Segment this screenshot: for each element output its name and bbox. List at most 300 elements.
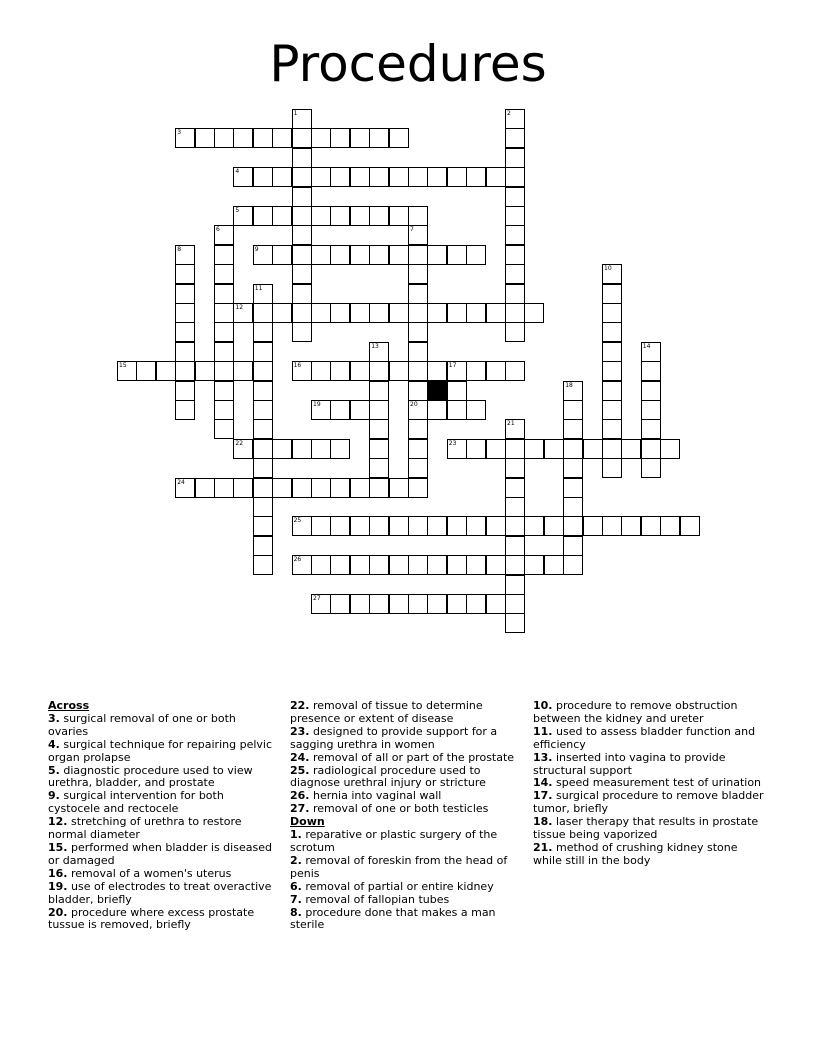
grid-cell[interactable] [505, 303, 525, 323]
grid-cell[interactable] [641, 381, 661, 401]
grid-cell[interactable] [602, 264, 622, 284]
grid-cell[interactable] [233, 206, 253, 226]
grid-cell[interactable] [369, 128, 389, 148]
grid-cell[interactable] [641, 400, 661, 420]
grid-cell[interactable] [466, 516, 486, 536]
grid-cell[interactable] [330, 594, 350, 614]
grid-cell[interactable] [369, 342, 389, 362]
grid-cell[interactable] [621, 516, 641, 536]
grid-cell[interactable] [330, 555, 350, 575]
clue-down-18: 18. laser therapy that results in prostate tissue being vaporized [533, 815, 759, 842]
grid-cell[interactable] [389, 555, 409, 575]
grid-cell[interactable] [602, 361, 622, 381]
grid-cell[interactable] [292, 478, 312, 498]
grid-cell[interactable] [175, 264, 195, 284]
grid-cell[interactable] [505, 148, 525, 168]
grid-cell[interactable] [369, 594, 389, 614]
grid-cell[interactable] [602, 303, 622, 323]
grid-cell[interactable] [563, 497, 583, 517]
grid-cell[interactable] [641, 439, 661, 459]
grid-cell[interactable] [505, 128, 525, 148]
grid-cell[interactable] [292, 148, 312, 168]
grid-cell[interactable] [369, 458, 389, 478]
grid-cell[interactable] [466, 439, 486, 459]
grid-cell[interactable] [117, 361, 137, 381]
grid-cell[interactable] [253, 361, 273, 381]
grid-cell[interactable] [389, 206, 409, 226]
grid-cell[interactable] [408, 245, 428, 265]
grid-cell[interactable] [292, 206, 312, 226]
grid-cell[interactable] [253, 497, 273, 517]
grid-cell[interactable] [175, 381, 195, 401]
grid-cell[interactable] [214, 478, 234, 498]
grid-cell[interactable] [641, 458, 661, 478]
grid-cell[interactable] [583, 516, 603, 536]
grid-cell[interactable] [524, 439, 544, 459]
grid-cell[interactable] [641, 342, 661, 362]
grid-cell[interactable] [253, 516, 273, 536]
clue-number: 26 [293, 556, 302, 564]
grid-cell[interactable] [253, 167, 273, 187]
grid-cell[interactable] [369, 206, 389, 226]
grid-cell[interactable] [253, 419, 273, 439]
clue-down-2: 2. removal of foreskin from the head of penis [290, 853, 508, 880]
grid-cell[interactable] [408, 342, 428, 362]
grid-cell[interactable] [389, 478, 409, 498]
grid-cell[interactable] [350, 516, 370, 536]
grid-cell[interactable] [447, 381, 467, 401]
grid-cell[interactable] [447, 516, 467, 536]
grid-cell[interactable] [330, 478, 350, 498]
grid-cell[interactable] [641, 516, 661, 536]
grid-cell[interactable] [602, 342, 622, 362]
grid-cell[interactable] [466, 555, 486, 575]
clue-across-22: 22. removal of tissue to determine presence or extent of disease [290, 699, 483, 725]
grid-cell[interactable] [505, 516, 525, 536]
grid-cell[interactable] [447, 303, 467, 323]
clue-number: 22 [235, 439, 244, 447]
clue-down-21: 21. method of crushing kidney stone while still in the body [533, 840, 738, 867]
grid-cell[interactable] [563, 555, 583, 575]
grid-cell[interactable] [292, 361, 312, 381]
grid-cell[interactable] [233, 439, 253, 459]
grid-cell[interactable] [311, 400, 331, 420]
grid-cell[interactable] [350, 361, 370, 381]
grid-cell[interactable] [330, 400, 350, 420]
grid-cell[interactable] [233, 167, 253, 187]
grid-cell[interactable] [505, 284, 525, 304]
grid-cell[interactable] [408, 400, 428, 420]
grid-cell[interactable] [524, 516, 544, 536]
grid-cell[interactable] [447, 361, 467, 381]
grid-cell[interactable] [272, 478, 292, 498]
grid-cell[interactable] [408, 284, 428, 304]
grid-cell[interactable] [466, 361, 486, 381]
grid-cell[interactable] [330, 167, 350, 187]
grid-cell[interactable] [408, 303, 428, 323]
grid-cell[interactable] [602, 284, 622, 304]
grid-cell[interactable] [292, 303, 312, 323]
grid-cell[interactable] [427, 361, 447, 381]
grid-cell[interactable] [272, 303, 292, 323]
grid-cell[interactable] [175, 342, 195, 362]
grid-cell[interactable] [563, 458, 583, 478]
grid-cell[interactable] [272, 128, 292, 148]
grid-cell[interactable] [563, 381, 583, 401]
grid-cell[interactable] [311, 361, 331, 381]
grid-cell[interactable] [505, 555, 525, 575]
grid-cell[interactable] [447, 167, 467, 187]
grid-cell[interactable] [369, 419, 389, 439]
grid-cell[interactable] [524, 303, 544, 323]
grid-cell[interactable] [330, 516, 350, 536]
grid-cell[interactable] [486, 303, 506, 323]
grid-cell[interactable] [447, 245, 467, 265]
grid-cell[interactable] [214, 128, 234, 148]
grid-cell[interactable] [427, 400, 447, 420]
grid-cell[interactable] [253, 555, 273, 575]
grid-cell[interactable] [214, 245, 234, 265]
grid-cell[interactable] [253, 303, 273, 323]
grid-cell[interactable] [563, 478, 583, 498]
grid-cell[interactable] [505, 322, 525, 342]
grid-cell[interactable] [214, 303, 234, 323]
grid-cell[interactable] [427, 303, 447, 323]
grid-cell[interactable] [505, 264, 525, 284]
grid-cell[interactable] [214, 225, 234, 245]
grid-cell[interactable] [350, 206, 370, 226]
grid-cell[interactable] [350, 594, 370, 614]
grid-cell[interactable] [292, 439, 312, 459]
grid-cell[interactable] [505, 439, 525, 459]
grid-cell[interactable] [175, 478, 195, 498]
grid-cell[interactable] [544, 439, 564, 459]
grid-cell[interactable] [466, 245, 486, 265]
grid-cell[interactable] [660, 439, 680, 459]
clue-number: 5 [235, 207, 240, 214]
grid-cell[interactable] [156, 361, 176, 381]
grid-cell[interactable] [175, 361, 195, 381]
grid-cell[interactable] [253, 245, 273, 265]
clue-number: 20 [410, 401, 418, 408]
grid-cell[interactable] [253, 439, 273, 459]
grid-cell[interactable] [602, 439, 622, 459]
grid-cell[interactable] [311, 555, 331, 575]
grid-cell[interactable] [408, 225, 428, 245]
grid-cell[interactable] [447, 594, 467, 614]
grid-cell[interactable] [563, 536, 583, 556]
grid-cell[interactable] [563, 419, 583, 439]
grid-cell[interactable] [563, 516, 583, 536]
grid-cell[interactable] [350, 128, 370, 148]
grid-cell[interactable] [389, 167, 409, 187]
grid-cell[interactable] [583, 439, 603, 459]
grid-cell[interactable] [233, 128, 253, 148]
grid-cell[interactable] [369, 478, 389, 498]
grid-cell[interactable] [272, 206, 292, 226]
grid-cell[interactable] [330, 128, 350, 148]
grid-cell[interactable] [233, 478, 253, 498]
grid-cell[interactable] [408, 516, 428, 536]
grid-cell[interactable] [214, 400, 234, 420]
grid-cell[interactable] [408, 439, 428, 459]
grid-cell[interactable] [175, 245, 195, 265]
grid-cell[interactable] [408, 167, 428, 187]
grid-cell[interactable] [389, 245, 409, 265]
grid-cell[interactable] [369, 439, 389, 459]
grid-cell[interactable] [466, 594, 486, 614]
grid-cell[interactable] [311, 516, 331, 536]
grid-cell[interactable] [175, 400, 195, 420]
clue-number: 21 [507, 420, 515, 428]
grid-cell[interactable] [330, 303, 350, 323]
grid-cell[interactable] [214, 419, 234, 439]
clue-across-16: 16. removal of a women's uterus [48, 866, 232, 880]
grid-cell[interactable] [350, 245, 370, 265]
grid-cell[interactable] [680, 516, 700, 536]
grid-cell[interactable] [369, 245, 389, 265]
grid-cell[interactable] [292, 167, 312, 187]
clue-across-25: 25. radiological procedure used to diagnose urethral injury or stricture [290, 763, 486, 790]
grid-cell[interactable] [175, 322, 195, 342]
clue-down-1: 1. reparative or plastic surgery of the scrotum [290, 828, 498, 854]
clue-down-11: 11. used to assess bladder function and efficiency [533, 724, 756, 751]
grid-cell[interactable] [602, 419, 622, 439]
grid-cell[interactable] [621, 439, 641, 459]
clue-down-8: 8. procedure done that makes a man sterile [290, 905, 496, 932]
clue-down-10: 10. procedure to remove obstruction between the kidney and ureter [533, 699, 738, 725]
clue-across-5: 5. diagnostic procedure used to view urethra, bladder, and prostate [48, 763, 253, 790]
grid-cell[interactable] [350, 478, 370, 498]
grid-cell[interactable] [253, 458, 273, 478]
grid-cell[interactable] [195, 478, 215, 498]
grid-cell[interactable] [408, 594, 428, 614]
grid-cell[interactable] [486, 167, 506, 187]
grid-cell[interactable] [389, 516, 409, 536]
clue-number: 3 [177, 129, 182, 137]
grid-cell[interactable] [350, 555, 370, 575]
grid-cell[interactable] [505, 613, 525, 633]
grid-cell[interactable] [602, 458, 622, 478]
grid-cell[interactable] [466, 400, 486, 420]
grid-cell[interactable] [350, 400, 370, 420]
grid-cell[interactable] [408, 381, 428, 401]
grid-cell[interactable] [408, 361, 428, 381]
clue-number: 14 [642, 342, 651, 350]
grid-cell[interactable] [369, 361, 389, 381]
grid-cell[interactable] [311, 128, 331, 148]
grid-cell[interactable] [389, 303, 409, 323]
grid-cell[interactable] [311, 245, 331, 265]
grid-cell[interactable] [233, 303, 253, 323]
grid-cell[interactable] [311, 206, 331, 226]
grid-cell[interactable] [505, 458, 525, 478]
grid-cell[interactable] [389, 361, 409, 381]
grid-cell[interactable] [505, 497, 525, 517]
grid-cell[interactable] [292, 187, 312, 207]
grid-cell[interactable] [233, 361, 253, 381]
clue-across-12: 12. stretching of urethra to restore normal diameter [48, 815, 242, 842]
clue-number: 23 [448, 439, 457, 447]
grid-cell[interactable] [253, 128, 273, 148]
grid-cell[interactable] [311, 594, 331, 614]
clue-across-9: 9. surgical intervention for both cystocele and rectocele [48, 789, 224, 816]
grid-cell[interactable] [505, 187, 525, 207]
grid-cell[interactable] [292, 516, 312, 536]
clue-number: 6 [216, 226, 220, 234]
grid-cell[interactable] [175, 128, 195, 148]
grid-cell[interactable] [486, 361, 506, 381]
grid-cell[interactable] [330, 361, 350, 381]
grid-cell[interactable] [369, 555, 389, 575]
grid-cell[interactable] [389, 128, 409, 148]
grid-cell[interactable] [330, 439, 350, 459]
grid-cell[interactable] [427, 594, 447, 614]
grid-cell[interactable] [214, 284, 234, 304]
grid-cell[interactable] [408, 322, 428, 342]
grid-cell[interactable] [505, 245, 525, 265]
grid-cell[interactable] [641, 419, 661, 439]
grid-cell[interactable] [505, 575, 525, 595]
black-cell [427, 381, 447, 401]
grid-cell[interactable] [311, 478, 331, 498]
across-heading: Across [48, 699, 90, 712]
grid-cell[interactable] [408, 206, 428, 226]
grid-cell[interactable] [292, 322, 312, 342]
grid-cell[interactable] [253, 536, 273, 556]
clue-down-7: 7. removal of fallopian tubes [290, 892, 450, 906]
grid-cell[interactable] [195, 128, 215, 148]
grid-cell[interactable] [330, 206, 350, 226]
grid-cell[interactable] [253, 400, 273, 420]
grid-cell[interactable] [350, 303, 370, 323]
grid-cell[interactable] [427, 555, 447, 575]
grid-cell[interactable] [408, 264, 428, 284]
grid-cell[interactable] [505, 419, 525, 439]
clue-number: 12 [235, 304, 244, 311]
grid-cell[interactable] [214, 381, 234, 401]
grid-cell[interactable] [292, 245, 312, 265]
grid-cell[interactable] [292, 555, 312, 575]
grid-cell[interactable] [486, 439, 506, 459]
grid-cell[interactable] [330, 245, 350, 265]
grid-cell[interactable] [214, 264, 234, 284]
grid-cell[interactable] [369, 167, 389, 187]
grid-cell[interactable] [544, 555, 564, 575]
grid-cell[interactable] [292, 128, 312, 148]
grid-cell[interactable] [311, 167, 331, 187]
clue-number: 10 [604, 265, 612, 273]
grid-cell[interactable] [602, 322, 622, 342]
grid-cell[interactable] [292, 264, 312, 284]
grid-cell[interactable] [505, 536, 525, 556]
clue-number: 4 [235, 168, 240, 176]
grid-cell[interactable] [253, 381, 273, 401]
grid-cell[interactable] [602, 381, 622, 401]
grid-cell[interactable] [486, 594, 506, 614]
grid-cell[interactable] [292, 284, 312, 304]
grid-cell[interactable] [175, 284, 195, 304]
grid-cell[interactable] [408, 458, 428, 478]
grid-cell[interactable] [253, 478, 273, 498]
grid-cell[interactable] [408, 419, 428, 439]
grid-cell[interactable] [466, 167, 486, 187]
grid-cell[interactable] [369, 516, 389, 536]
grid-cell[interactable] [486, 555, 506, 575]
grid-cell[interactable] [214, 342, 234, 362]
grid-cell[interactable] [447, 555, 467, 575]
grid-cell[interactable] [214, 322, 234, 342]
grid-cell[interactable] [544, 516, 564, 536]
clue-across-24: 24. removal of all or part of the prostate [290, 750, 515, 764]
grid-cell[interactable] [505, 109, 525, 129]
clue-number: 13 [371, 342, 379, 350]
grid-cell[interactable] [505, 167, 525, 187]
clue-number: 2 [507, 110, 511, 117]
grid-cell[interactable] [253, 342, 273, 362]
grid-cell[interactable] [641, 361, 661, 381]
grid-cell[interactable] [408, 478, 428, 498]
grid-cell[interactable] [369, 400, 389, 420]
grid-cell[interactable] [563, 439, 583, 459]
clue-number: 7 [410, 226, 414, 234]
grid-cell[interactable] [447, 400, 467, 420]
grid-cell[interactable] [292, 225, 312, 245]
clue-number: 25 [293, 517, 302, 525]
grid-cell[interactable] [136, 361, 156, 381]
grid-cell[interactable] [408, 555, 428, 575]
grid-cell[interactable] [447, 439, 467, 459]
grid-cell[interactable] [369, 303, 389, 323]
grid-cell[interactable] [563, 400, 583, 420]
grid-cell[interactable] [272, 167, 292, 187]
grid-cell[interactable] [195, 361, 215, 381]
clue-number: 16 [293, 362, 302, 370]
grid-cell[interactable] [427, 245, 447, 265]
grid-cell[interactable] [486, 516, 506, 536]
grid-cell[interactable] [602, 516, 622, 536]
grid-cell[interactable] [505, 478, 525, 498]
grid-cell[interactable] [505, 206, 525, 226]
clues-column-3 [533, 700, 768, 868]
clue-down-6: 6. removal of partial or entire kidney [290, 879, 494, 893]
grid-cell[interactable] [253, 206, 273, 226]
grid-cell[interactable] [369, 381, 389, 401]
grid-cell[interactable] [350, 167, 370, 187]
grid-cell[interactable] [427, 516, 447, 536]
grid-cell[interactable] [505, 594, 525, 614]
grid-cell[interactable] [311, 439, 331, 459]
grid-cell[interactable] [292, 109, 312, 129]
grid-cell[interactable] [505, 225, 525, 245]
grid-cell[interactable] [660, 516, 680, 536]
grid-cell[interactable] [175, 303, 195, 323]
grid-cell[interactable] [311, 303, 331, 323]
grid-cell[interactable] [253, 284, 273, 304]
down-heading: Down [290, 815, 325, 829]
grid-cell[interactable] [272, 245, 292, 265]
grid-cell[interactable] [466, 303, 486, 323]
grid-cell[interactable] [272, 439, 292, 459]
clue-across-4: 4. surgical technique for repairing pelvic organ prolapse [48, 737, 272, 764]
grid-cell[interactable] [253, 322, 273, 342]
grid-cell[interactable] [524, 555, 544, 575]
grid-cell[interactable] [427, 167, 447, 187]
grid-cell[interactable] [389, 594, 409, 614]
grid-cell[interactable] [214, 361, 234, 381]
grid-cell[interactable] [602, 400, 622, 420]
grid-cell[interactable] [505, 361, 525, 381]
